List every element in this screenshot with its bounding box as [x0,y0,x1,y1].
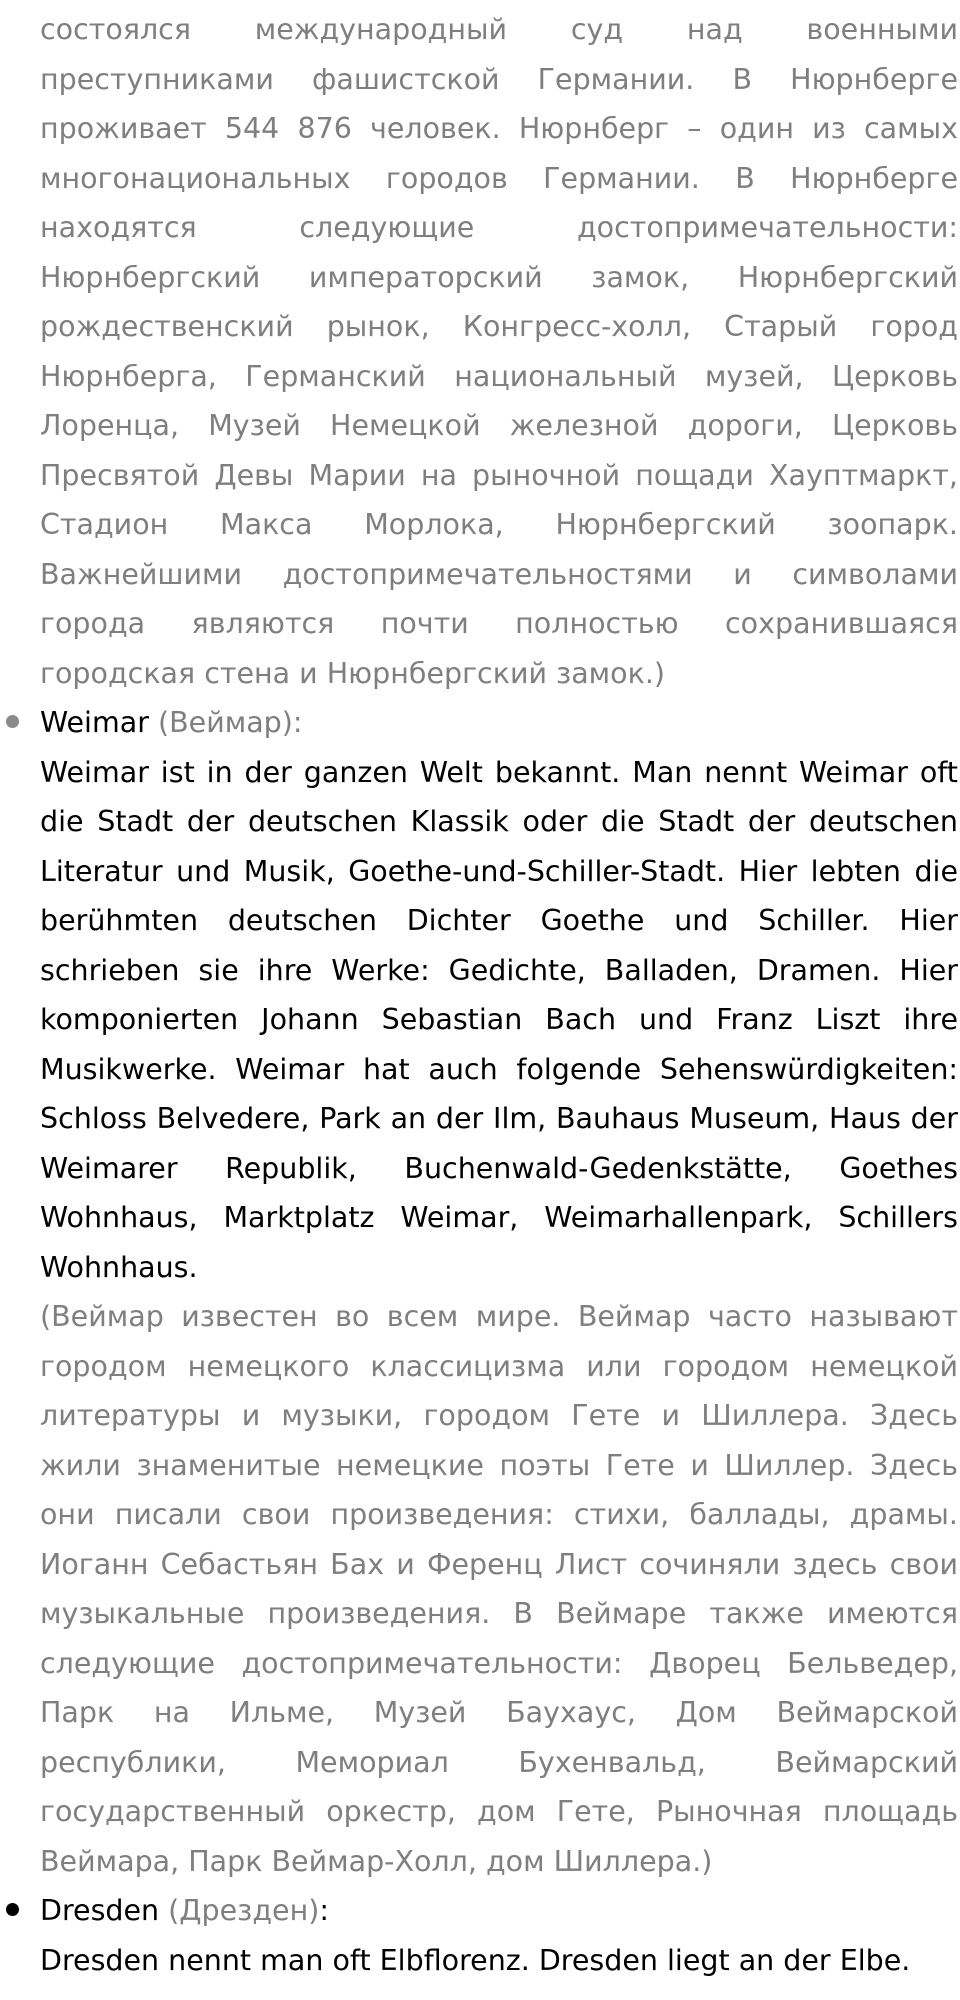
weimar-russian-paragraph: (Веймар известен во всем мире. Веймар часто называют городом немецкого классицизма или городом немецкой литературы и музыки, городом Гете и Шиллера. Здесь жили знаменитые немецкие поэты Гете и Шиллер. Здесь они писали свои произведения: стихи, баллады, драмы. Иоганн Себастьян Бах и Ференц Лист сочиняли здесь свои музыкальные произведения. В Веймаре также имеются следующие достопримечательности: Дворец Бельведер, Парк на Ильме, Музей Баухаус, Дом Веймарской республики, Мемориал Бухенвальд, Веймарский государственный оркестр, дом Гете, Рыночная площадь Веймара, Парк Веймар-Холл, дом Шиллера.) [40,1300,958,1878]
dresden-heading-colon: : [319,1894,329,1927]
dresden-city-name: Dresden [40,1894,160,1927]
weimar-german-paragraph: Weimar ist in der ganzen Welt bekannt. Man nennt Weimar oft die Stadt der deutschen Klassik oder die Stadt der deutschen Literatur und Musik, Goethe-und-Schiller-Stadt. Hier lebten die berühmten deutschen Dichter Goethe und Schiller. Hier schrieben sie ihre Werke: Gedichte, Balladen, Dramen. Hier komponierten Johann Sebastian Bach und Franz Liszt ihre Musikwerke. Weimar hat auch folgende Sehenswürdigkeiten: Schloss Belvedere, Park an der Ilm, Bauhaus Museum, Haus der Weimarer Republik, Buchenwald-Gedenkstätte, Goethes Wohnhaus, Marktplatz Weimar, Weimarhallenpark, Schillers Wohnhaus. [40,755,958,1284]
bullet-icon [6,1903,19,1916]
weimar-heading [40,698,958,748]
dresden-city-translation: (Дрезден) [168,1894,320,1927]
weimar-heading-colon: : [292,706,303,739]
nuremberg-translation-paragraph: состоялся международный суд над военными преступниками фашистской Германии. В Нюрнберге проживает 544 876 человек. Нюрнберг – один из самых многонациональных городов Германии. В Нюрнберге находятся следующие достопримечательности: Нюрнбергский императорский замок, Нюрнбергский рождественский рынок, Конгресс-холл, Старый город Нюрнберга, Германский национальный музей, Церковь Лоренца, Музей Немецкой железной дороги, Церковь Пресвятой Девы Марии на рыночной пощади Хауптмаркт, Стадион Макса Морлока, Нюрнбергский зоопарк. Важнейшими достопримечательностями и символами города являются почти полностью сохранившаяся городская стена и Нюрнбергский замок.) [40,13,958,690]
dresden-german-paragraph: Dresden nennt man oft Elbflorenz. Dresden liegt an der Elbe. [40,1943,911,1977]
dresden-heading [40,1886,958,1936]
document-page [40,0,958,1985]
list-item-dresden [40,1886,958,1985]
weimar-city-name: Weimar [40,706,149,739]
list-item-weimar [40,698,958,1886]
weimar-city-translation: (Веймар) [157,706,293,739]
bullet-icon [6,715,19,728]
